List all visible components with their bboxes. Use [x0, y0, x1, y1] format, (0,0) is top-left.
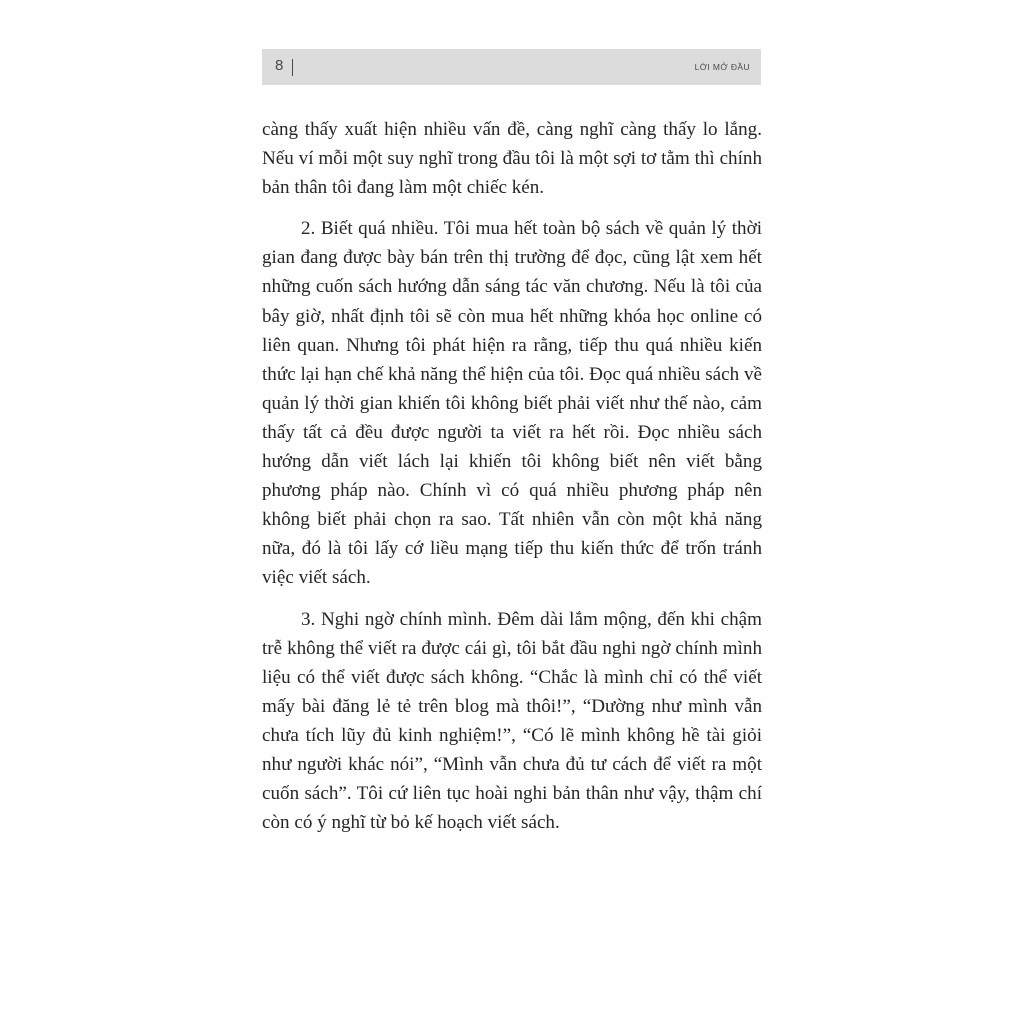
paragraph-point-3: 3. Nghi ngờ chính mình. Đêm dài lắm mộng, đến khi chậm trễ không thể viết ra được cái gì, tôi bắt đầu nghi ngờ chính mình liệu có thể viết được sách không. “Chắc là mình chỉ có thể viết mấy bài đăng lẻ tẻ trên blog mà thôi!”, “Dường như mình vẫn chưa tích lũy đủ kinh nghiệm!”, “Có lẽ mình không hề tài giỏi như người khác nói”, “Mình vẫn chưa đủ tư cách để viết ra một cuốn sách”. Tôi cứ liên tục hoài nghi bản thân như vậy, thậm chí còn có ý nghĩ từ bỏ kế hoạch viết sách. [262, 608, 762, 834]
page-header [262, 49, 761, 85]
page-number: 8 [275, 57, 284, 74]
header-divider [292, 59, 293, 76]
paragraph-point-2: 2. Biết quá nhiều. Tôi mua hết toàn bộ sách về quản lý thời gian đang được bày bán trên thị trường để đọc, cũng lật xem hết những cuốn sách hướng dẫn sáng tác văn chương. Nếu là tôi của bây giờ, nhất định tôi sẽ còn mua hết những khóa học online có liên quan. Nhưng tôi phát hiện ra rằng, tiếp thu quá nhiều kiến thức lại hạn chế khả năng thể hiện của tôi. Đọc quá nhiều sách về quản lý thời gian khiến tôi không biết phải viết như thế nào, cảm thấy tất cả đều được người ta viết ra hết rồi. Đọc nhiều sách hướng dẫn viết lách lại khiến tôi không biết nên viết bằng phương pháp nào. Chính vì có quá nhiều phương pháp nên không biết phải chọn ra sao. Tất nhiên vẫn còn một khả năng nữa, đó là tôi lấy cớ liều mạng tiếp thu kiến thức để trốn tránh việc viết sách. [262, 218, 762, 589]
page-body [262, 115, 762, 849]
running-title: LỜI MỞ ĐẦU [694, 62, 750, 72]
paragraph-continuation: càng thấy xuất hiện nhiều vấn đề, càng nghĩ càng thấy lo lắng. Nếu ví mỗi một suy nghĩ trong đầu tôi là một sợi tơ tằm thì chính bản thân tôi đang làm một chiếc kén. [262, 119, 762, 199]
